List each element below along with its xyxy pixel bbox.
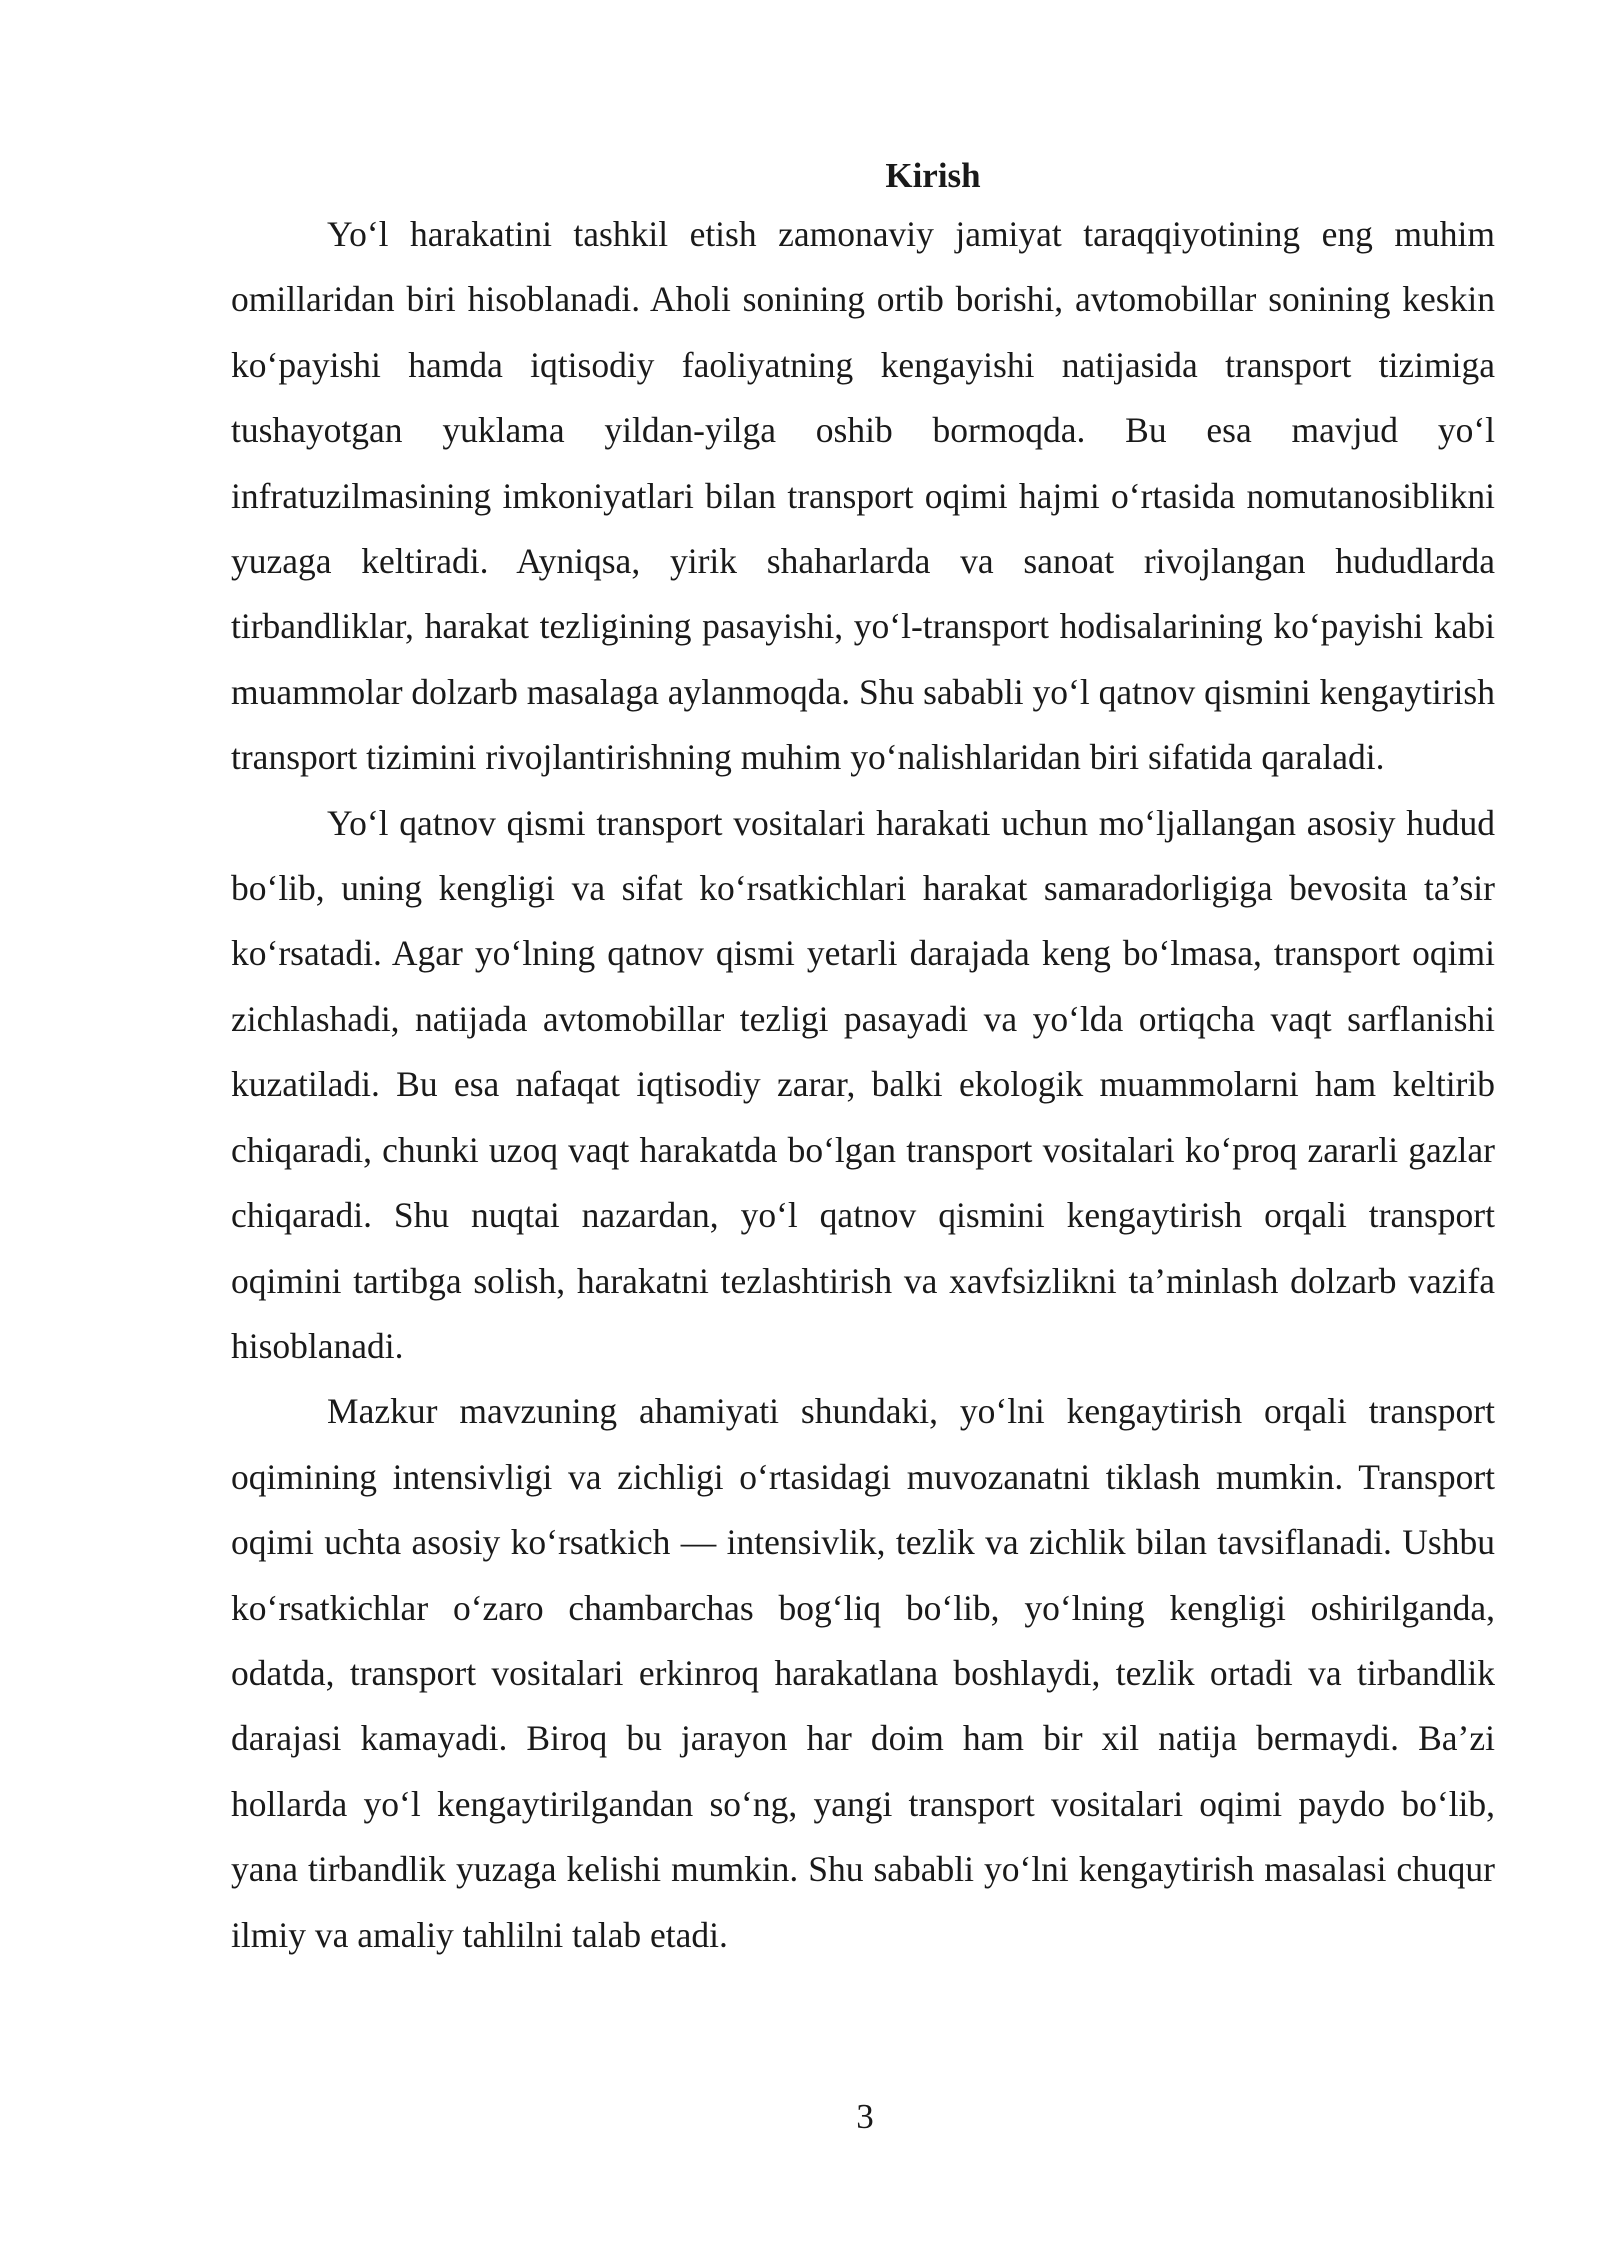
page-content <box>231 150 1495 1968</box>
section-title: Kirish <box>885 156 981 195</box>
paragraph-1: Yo‘l harakatini tashkil etish zamonaviy jamiyat taraqqiyotining eng muhim omillaridan biri hisoblanadi. Aholi sonining ortib borishi, avtomobillar sonining keskin ko‘payishi hamda iqtisodiy faoliyatning kengayishi natijasida transport tizimiga tushayotgan yuklama yildan-yilga oshib bormoqda. Bu esa mavjud yo‘l infratuzilmasining imkoniyatlari bilan transport oqimi hajmi o‘rtasida nomutanosiblikni yuzaga keltiradi. Ayniqsa, yirik shaharlarda va sanoat rivojlangan hududlarda tirbandliklar, harakat tezligining pasayishi, yo‘l-transport hodisalarining ko‘payishi kabi muammolar dolzarb masalaga aylanmoqda. Shu sababli yo‘l qatnov qismini kengaytirish transport tizimini rivojlantirishning muhim yo‘nalishlaridan biri sifatida qaraladi. <box>231 214 1495 778</box>
page-number: 3 <box>856 2097 874 2136</box>
paragraph-2: Yo‘l qatnov qismi transport vositalari harakati uchun mo‘ljallangan asosiy hudud bo‘lib, uning kengligi va sifat ko‘rsatkichlari harakat samaradorligiga bevosita ta’sir ko‘rsatadi. Agar yo‘lning qatnov qismi yetarli darajada keng bo‘lmasa, transport oqimi zichlashadi, natijada avtomobillar tezligi pasayadi va yo‘lda ortiqcha vaqt sarflanishi kuzatiladi. Bu esa nafaqat iqtisodiy zarar, balki ekologik muammolarni ham keltirib chiqaradi, chunki uzoq vaqt harakatda bo‘lgan transport vositalari ko‘proq zararli gazlar chiqaradi. Shu nuqtai nazardan, yo‘l qatnov qismini kengaytirish orqali transport oqimini tartibga solish, harakatni tezlashtirish va xavfsizlikni ta’minlash dolzarb vazifa hisoblanadi. <box>231 802 1495 1366</box>
paragraph-3: Mazkur mavzuning ahamiyati shundaki, yo‘lni kengaytirish orqali transport oqimining intensivligi va zichligi o‘rtasidagi muvozanatni tiklash mumkin. Transport oqimi uchta asosiy ko‘rsatkich — intensivlik, tezlik va zichlik bilan tavsiflanadi. Ushbu ko‘rsatkichlar o‘zaro chambarchas bog‘liq bo‘lib, yo‘lning kengligi oshirilganda, odatda, transport vositalari erkinroq harakatlana boshlaydi, tezlik ortadi va tirbandlik darajasi kamayadi. Biroq bu jarayon har doim ham bir xil natija bermaydi. Ba’zi hollarda yo‘l kengaytirilgandan so‘ng, yangi transport vositalari oqimi paydo bo‘lib, yana tirbandlik yuzaga kelishi mumkin. Shu sababli yo‘lni kengaytirish masalasi chuqur ilmiy va amaliy tahlilni talab etadi. <box>231 1391 1495 1955</box>
